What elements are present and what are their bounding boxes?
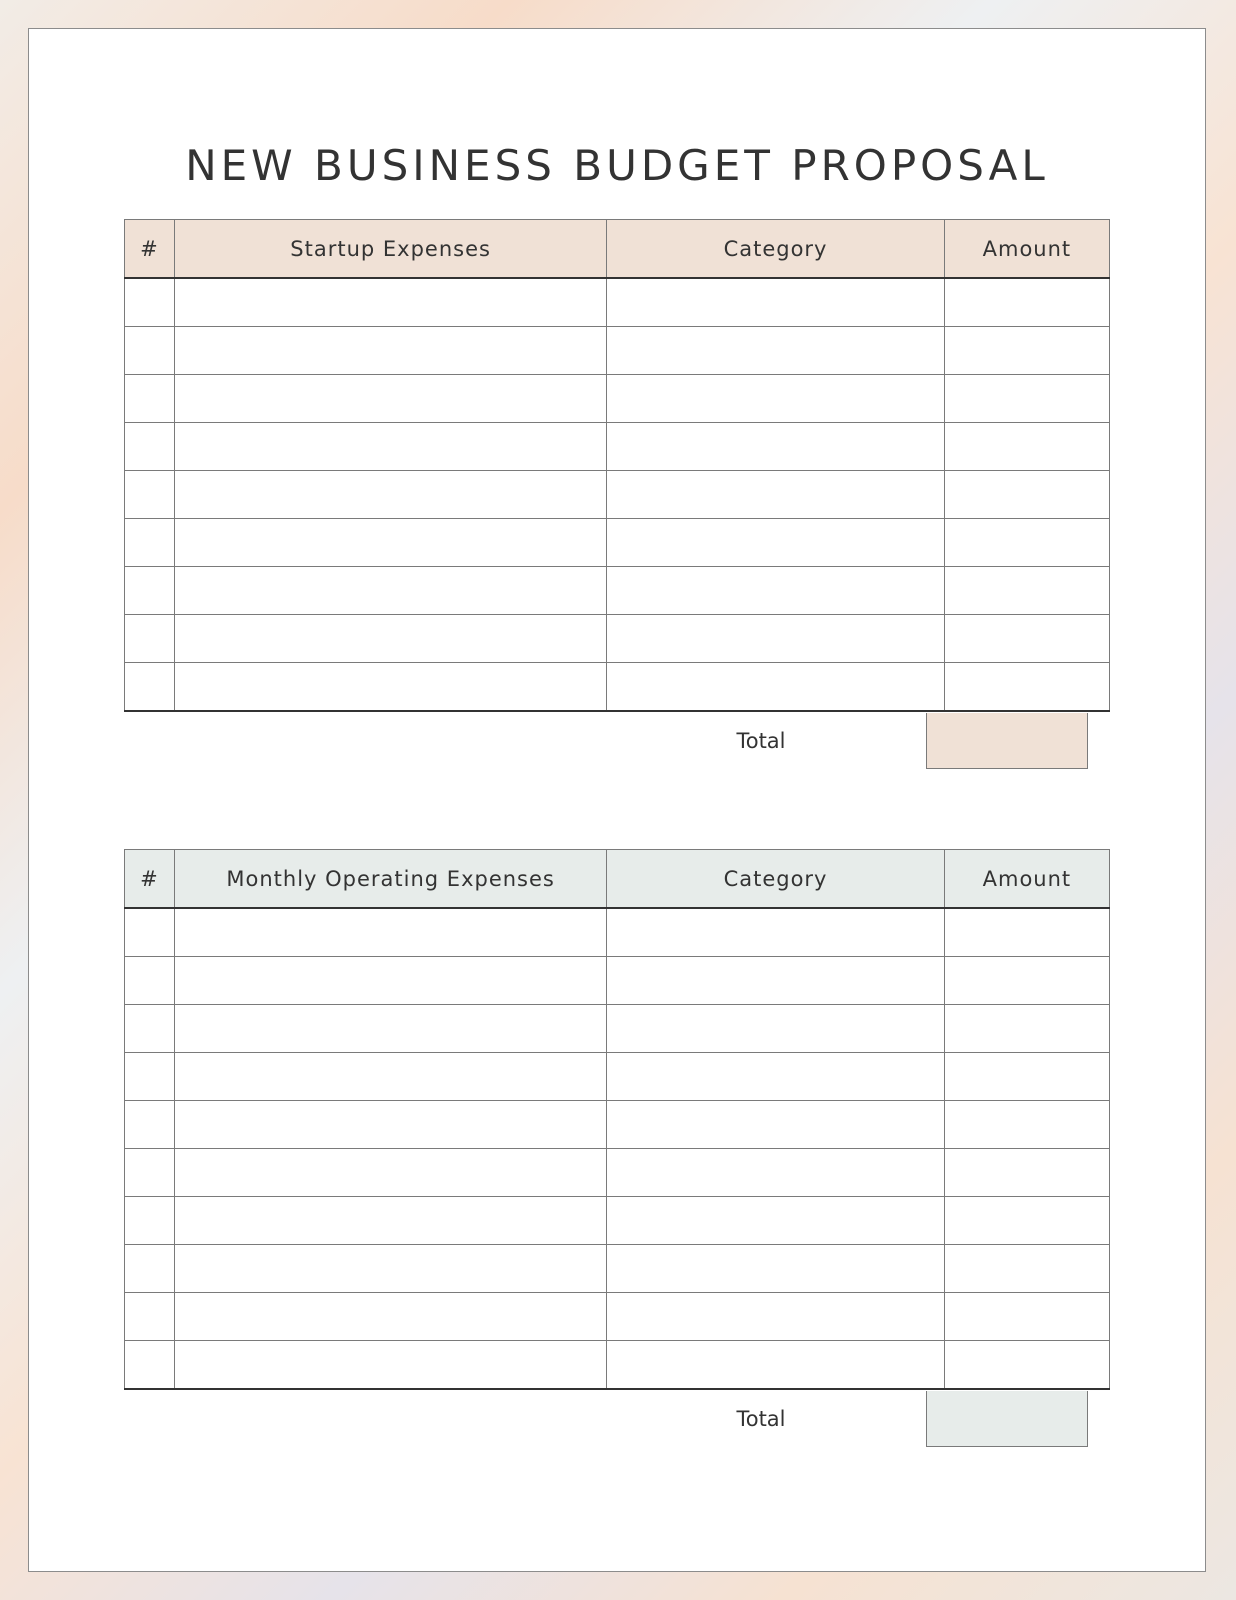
category-cell[interactable] [607,471,945,519]
category-cell[interactable] [607,615,945,663]
expense-cell[interactable] [174,1293,606,1341]
expense-cell[interactable] [174,1053,606,1101]
category-cell[interactable] [607,327,945,375]
row-number-cell[interactable] [125,1197,175,1245]
startup-expenses-table [124,219,1110,712]
expense-cell[interactable] [174,663,606,712]
expense-cell[interactable] [174,375,606,423]
table-row [125,327,1110,375]
category-cell[interactable] [607,278,945,327]
operating-expenses-table [124,849,1110,1390]
table-row [125,278,1110,327]
table-row [125,1005,1110,1053]
expense-cell[interactable] [174,1197,606,1245]
row-number-cell[interactable] [125,1293,175,1341]
table-row [125,908,1110,957]
table-row [125,1101,1110,1149]
amount-cell[interactable] [944,1245,1109,1293]
row-number-cell[interactable] [125,1005,175,1053]
header-category: Category [607,220,945,279]
startup-total-label: Total [736,729,786,753]
amount-cell[interactable] [944,1101,1109,1149]
amount-cell[interactable] [944,567,1109,615]
row-number-cell[interactable] [125,957,175,1005]
table-header-row [125,850,1110,909]
budget-page [28,28,1206,1572]
amount-cell[interactable] [944,1149,1109,1197]
amount-cell[interactable] [944,1197,1109,1245]
row-number-cell[interactable] [125,1341,175,1390]
expense-cell[interactable] [174,615,606,663]
row-number-cell[interactable] [125,663,175,712]
expense-cell[interactable] [174,278,606,327]
expense-cell[interactable] [174,423,606,471]
amount-cell[interactable] [944,1341,1109,1390]
header-startup-expenses: Startup Expenses [174,220,606,279]
amount-cell[interactable] [944,375,1109,423]
table-row [125,1341,1110,1390]
expense-cell[interactable] [174,1341,606,1390]
category-cell[interactable] [607,1005,945,1053]
category-cell[interactable] [607,1293,945,1341]
amount-cell[interactable] [944,663,1109,712]
row-number-cell[interactable] [125,908,175,957]
operating-total-field[interactable] [926,1391,1088,1447]
table-row [125,1245,1110,1293]
row-number-cell[interactable] [125,471,175,519]
table-row [125,1293,1110,1341]
amount-cell[interactable] [944,327,1109,375]
category-cell[interactable] [607,1101,945,1149]
table-row [125,957,1110,1005]
row-number-cell[interactable] [125,519,175,567]
startup-total-field[interactable] [926,713,1088,769]
expense-cell[interactable] [174,471,606,519]
expense-cell[interactable] [174,1101,606,1149]
row-number-cell[interactable] [125,278,175,327]
category-cell[interactable] [607,1149,945,1197]
header-category: Category [607,850,945,909]
expense-cell[interactable] [174,519,606,567]
row-number-cell[interactable] [125,423,175,471]
amount-cell[interactable] [944,423,1109,471]
row-number-cell[interactable] [125,615,175,663]
startup-table-body [125,278,1110,711]
table-row [125,1053,1110,1101]
page-title: NEW BUSINESS BUDGET PROPOSAL [185,141,1049,190]
row-number-cell[interactable] [125,375,175,423]
expense-cell[interactable] [174,1005,606,1053]
table-row [125,423,1110,471]
table-row [125,663,1110,712]
category-cell[interactable] [607,1341,945,1390]
table-row [125,615,1110,663]
category-cell[interactable] [607,423,945,471]
category-cell[interactable] [607,1053,945,1101]
amount-cell[interactable] [944,1293,1109,1341]
amount-cell[interactable] [944,519,1109,567]
table-header-row [125,220,1110,279]
amount-cell[interactable] [944,278,1109,327]
row-number-cell[interactable] [125,1053,175,1101]
row-number-cell[interactable] [125,1149,175,1197]
category-cell[interactable] [607,519,945,567]
amount-cell[interactable] [944,471,1109,519]
category-cell[interactable] [607,908,945,957]
category-cell[interactable] [607,375,945,423]
expense-cell[interactable] [174,567,606,615]
category-cell[interactable] [607,1197,945,1245]
amount-cell[interactable] [944,615,1109,663]
table-row [125,519,1110,567]
category-cell[interactable] [607,1245,945,1293]
operating-table-body [125,908,1110,1389]
table-row [125,471,1110,519]
category-cell[interactable] [607,567,945,615]
header-number: # [125,850,175,909]
table-row [125,1149,1110,1197]
amount-cell[interactable] [944,1053,1109,1101]
table-row [125,1197,1110,1245]
category-cell[interactable] [607,663,945,712]
operating-total-label: Total [736,1407,786,1431]
expense-cell[interactable] [174,957,606,1005]
table-row [125,567,1110,615]
row-number-cell[interactable] [125,1101,175,1149]
header-number: # [125,220,175,279]
header-monthly-operating-expenses: Monthly Operating Expenses [174,850,606,909]
amount-cell[interactable] [944,1005,1109,1053]
row-number-cell[interactable] [125,327,175,375]
expense-cell[interactable] [174,327,606,375]
category-cell[interactable] [607,957,945,1005]
header-amount: Amount [944,220,1109,279]
header-amount: Amount [944,850,1109,909]
expense-cell[interactable] [174,1149,606,1197]
expense-cell[interactable] [174,908,606,957]
table-row [125,375,1110,423]
row-number-cell[interactable] [125,1245,175,1293]
amount-cell[interactable] [944,908,1109,957]
amount-cell[interactable] [944,957,1109,1005]
row-number-cell[interactable] [125,567,175,615]
expense-cell[interactable] [174,1245,606,1293]
